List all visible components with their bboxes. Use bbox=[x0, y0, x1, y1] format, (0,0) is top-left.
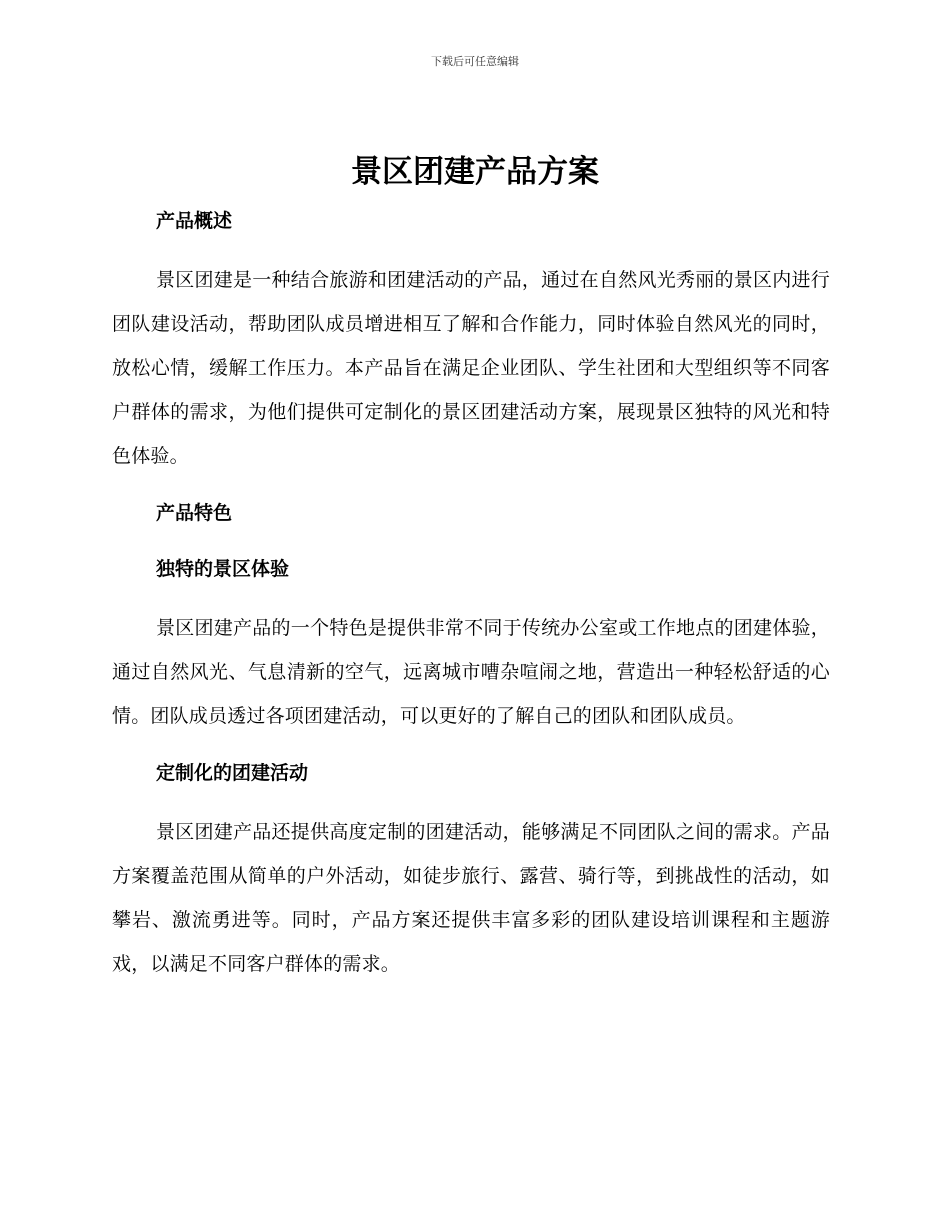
paragraph-customized-activities: 景区团建产品还提供高度定制的团建活动，能够满足不同团队之间的需求。产品方案覆盖范围从简单的户外活动，如徒步旅行、露营、骑行等，到挑战性的活动，如攀岩、激流勇进等。同时，产品方案还提供丰富多彩的团队建设培训课程和主题游戏，以满足不同客户群体的需求。 bbox=[112, 821, 830, 975]
document-body bbox=[112, 198, 830, 986]
document-title: 景区团建产品方案 bbox=[351, 154, 599, 190]
section-heading-customized-activities: 定制化的团建活动 bbox=[156, 762, 309, 784]
paragraph-overview: 景区团建是一种结合旅游和团建活动的产品，通过在自然风光秀丽的景区内进行团队建设活动，帮助团队成员增进相互了解和合作能力，同时体验自然风光的同时，放松心情，缓解工作压力。本产品旨在满足企业团队、学生社团和大型组织等不同客户群体的需求，为他们提供可定制化的景区团建活动方案，展现景区独特的风光和特色体验。 bbox=[112, 269, 830, 467]
section-heading-overview: 产品概述 bbox=[156, 210, 233, 232]
paragraph-unique-experience: 景区团建产品的一个特色是提供非常不同于传统办公室或工作地点的团建体验，通过自然风光、气息清新的空气，远离城市嘈杂喧闹之地，营造出一种轻松舒适的心情。团队成员透过各项团建活动，可以更好的了解自己的团队和团队成员。 bbox=[112, 617, 830, 727]
section-heading-unique-experience: 独特的景区体验 bbox=[156, 558, 290, 580]
section-heading-features: 产品特色 bbox=[156, 502, 233, 524]
header-note: 下载后可任意编辑 bbox=[431, 55, 519, 68]
